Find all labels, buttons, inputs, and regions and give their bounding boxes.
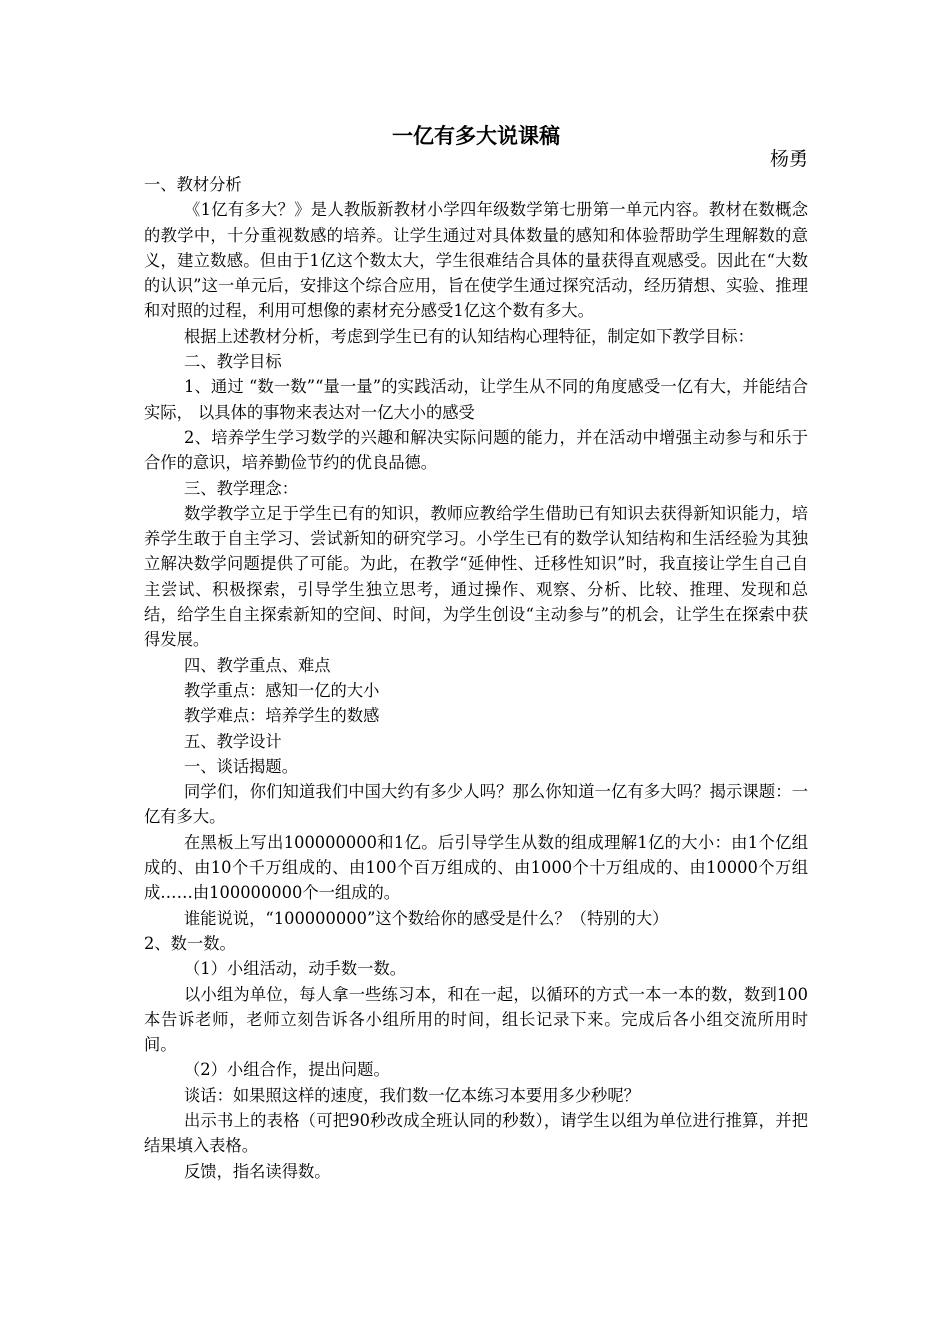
- paragraph: 数学教学立足于学生已有的知识，教师应教给学生借助已有知识去获得新知识能力，培养学生敢于自主学习、尝试新知的研究学习。小学生已有的数学认知结构和生活经验为其独立解决数学问题提供了可能。为此，在教学“延伸性、迁移性知识”时，我直接让学生自己自主尝试、积极探索，引导学生独立思考，通过操作、观察、分析、比较、推理、发现和总结，给学生自主探索新知的空间、时间，为学生创设“主动参与”的机会，让学生在探索中获得发展。: [144, 503, 808, 650]
- section-heading-2: 二、教学目标: [184, 352, 282, 372]
- paragraph: 根据上述教材分析，考虑到学生已有的认知结构心理特征，制定如下教学目标：: [184, 326, 754, 346]
- paragraph: 2、培养学生学习数学的兴趣和解决实际问题的能力，并在活动中增强主动参与和乐于合作的意识，培养勤俭节约的优良品德。: [144, 427, 808, 473]
- paragraph: 反馈，指名读得数。: [184, 1161, 331, 1181]
- section-heading-3: 三、教学理念：: [184, 478, 298, 498]
- paragraph: 1、通过 “数一数”“量一量”的实践活动，让学生从不同的角度感受一亿有大，并能结合实际， 以具体的事物来表达对一亿大小的感受: [144, 377, 808, 422]
- document-page: [144, 120, 808, 1184]
- section-heading-5: 五、教学设计: [184, 731, 282, 751]
- document-author: 杨勇: [769, 148, 808, 170]
- section-heading-4: 四、教学重点、难点: [184, 655, 331, 675]
- paragraph: 以小组为单位，每人拿一些练习本，和在一起，以循环的方式一本一本的数，数到100本告诉老师，老师立刻告诉各小组所用的时间，组长记录下来。完成后各小组交流所用时间。: [144, 984, 808, 1055]
- paragraph: 教学难点：培养学生的数感: [184, 706, 380, 726]
- paragraph: （2）小组合作，提出问题。: [184, 1060, 390, 1080]
- subsection-heading: 2、数一数。: [144, 933, 236, 953]
- paragraph: 出示书上的表格（可把90秒改成全班认同的秒数），请学生以组为单位进行推算，并把结果填入表格。: [144, 1110, 808, 1156]
- paragraph: （1）小组活动，动手数一数。: [184, 959, 407, 979]
- subsection-heading: 一、谈话揭题。: [184, 756, 298, 776]
- document-title: 一亿有多大说课稿: [392, 123, 560, 148]
- paragraph: 教学重点：感知一亿的大小: [184, 680, 380, 700]
- paragraph: 谈话：如果照这样的速度，我们数一亿本练习本要用多少秒呢？: [184, 1085, 640, 1105]
- paragraph: 谁能说说，“100000000”这个数给你的感受是什么？（特别的大）: [184, 908, 669, 928]
- paragraph: 在黑板上写出100000000和1亿。后引导学生从数的组成理解1亿的大小：由1个亿组成的、由10个千万组成的、由100个百万组成的、由1000个十万组成的、由10000个万组成……由100000000个一组成的。: [144, 832, 808, 903]
- paragraph: 同学们，你们知道我们中国大约有多少人吗？那么你知道一亿有多大吗？揭示课题：一亿有多大。: [144, 782, 808, 827]
- section-heading-1: 一、教材分析: [144, 175, 242, 194]
- paragraph: 《1亿有多大？》是人教版新教材小学四年级数学第七册第一单元内容。教材在数概念的教学中，十分重视数感的培养。让学生通过对具体数量的感知和体验帮助学生理解数的意义，建立数感。但由于1亿这个数太大，学生很难结合具体的量获得直观感受。因此在“大数的认识”这一单元后，安排这个综合应用，旨在使学生通过探究活动，经历猜想、实验、推理和对照的过程，利用可想像的素材充分感受1亿这个数有多大。: [144, 200, 808, 321]
